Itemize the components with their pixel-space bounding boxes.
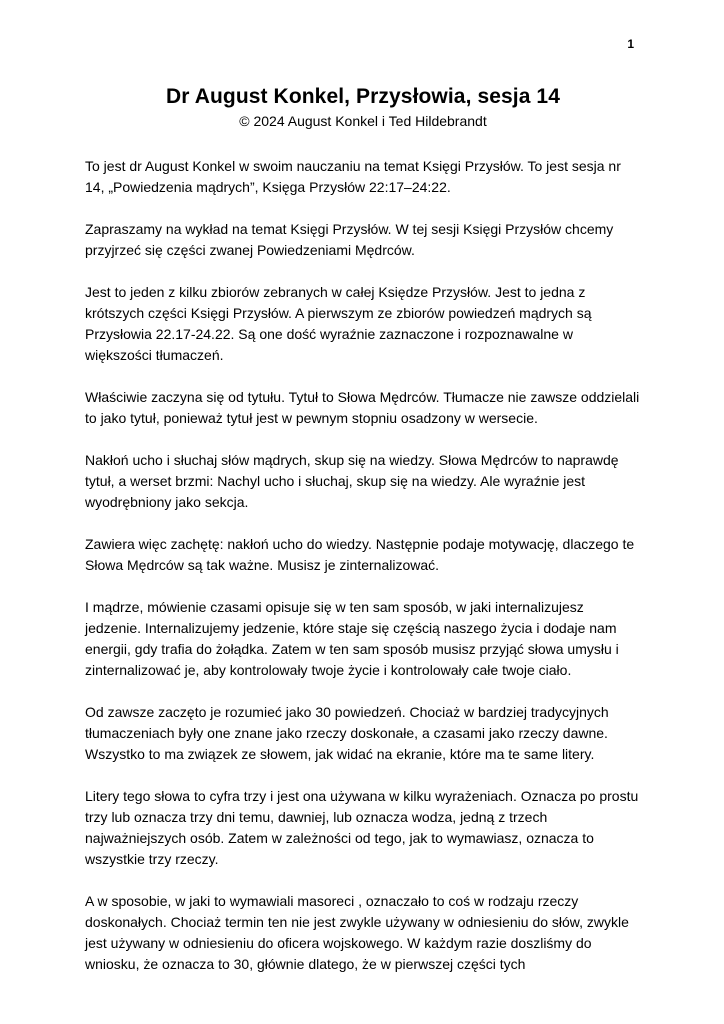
paragraph-5: Nakłoń ucho i słuchaj słów mądrych, skup się na wiedzy. Słowa Mędrców to naprawdę tytuł, a werset brzmi: Nachyl ucho i słuchaj, skup się na wiedzy. Ale wyraźnie jest wyodrębniony jako sekcja. xyxy=(85,452,619,511)
paragraph-2: Zapraszamy na wykład na temat Księgi Przysłów. W tej sesji Księgi Przysłów chcemy przyjrzeć się części zwanej Powiedzeniami Mędrców. xyxy=(85,221,614,259)
paragraph-7: I mądrze, mówienie czasami opisuje się w ten sam sposób, w jaki internalizujesz jedzenie. Internalizujemy jedzenie, które staje się częścią naszego życia i dodaje nam energii, gdy trafia do żołądka. Zatem w ten sam sposób musisz przyjąć słowa umysłu i zinternalizować je, aby kontrolowały twoje życie i kontrolowały całe twoje ciało. xyxy=(85,599,619,679)
document-body xyxy=(85,156,641,975)
paragraph-9: Litery tego słowa to cyfra trzy i jest ona używana w kilku wyrażeniach. Oznacza po prostu trzy lub oznacza trzy dni temu, dawniej, lub oznacza wodza, jedną z trzech najważniejszych osób. Zatem w zależności od tego, jak to wymawiasz, oznacza to wszystkie trzy rzeczy. xyxy=(85,788,639,868)
document-content xyxy=(85,84,641,996)
copyright-line: © 2024 August Konkel i Ted Hildebrandt xyxy=(239,113,487,130)
paragraph-3: Jest to jeden z kilku zbiorów zebranych w całej Księdze Przysłów. Jest to jedna z krótszych części Księgi Przysłów. A pierwszym ze zbiorów powiedzeń mądrych są Przysłowia 22.17-24.22. Są one dość wyraźnie zaznaczone i rozpoznawalne w większości tłumaczeń. xyxy=(85,284,592,364)
paragraph-6: Zawiera więc zachętę: nakłoń ucho do wiedzy. Następnie podaje motywację, dlaczego te Słowa Mędrców są tak ważne. Musisz je zinternalizować. xyxy=(85,536,635,574)
paragraph-10: A w sposobie, w jaki to wymawiali masoreci , oznaczało to coś w rodzaju rzeczy doskonałych. Chociaż termin ten nie jest zwykle używany w odniesieniu do słów, zwykle jest używany w odniesieniu do oficera wojskowego. W każdym razie doszliśmy do wniosku, że oznacza to 30, głównie dlatego, że w pierwszej części tych xyxy=(85,893,629,973)
document-title: Dr August Konkel, Przysłowia, sesja 14 xyxy=(166,85,560,108)
paragraph-1: To jest dr August Konkel w swoim nauczaniu na temat Księgi Przysłów. To jest sesja nr 14, „Powiedzenia mądrych”, Księga Przysłów 22:17–24:22. xyxy=(85,158,621,196)
page-number: 1 xyxy=(627,37,634,51)
paragraph-8: Od zawsze zaczęto je rozumieć jako 30 powiedzeń. Chociaż w bardziej tradycyjnych tłumaczeniach były one znane jako rzeczy doskonałe, a czasami jako rzeczy dawne. Wszystko to ma związek ze słowem, jak widać na ekranie, które ma te same litery. xyxy=(85,704,609,763)
paragraph-4: Właściwie zaczyna się od tytułu. Tytuł to Słowa Mędrców. Tłumacze nie zawsze oddzielali to jako tytuł, ponieważ tytuł jest w pewnym stopniu osadzony w wersecie. xyxy=(85,389,640,427)
